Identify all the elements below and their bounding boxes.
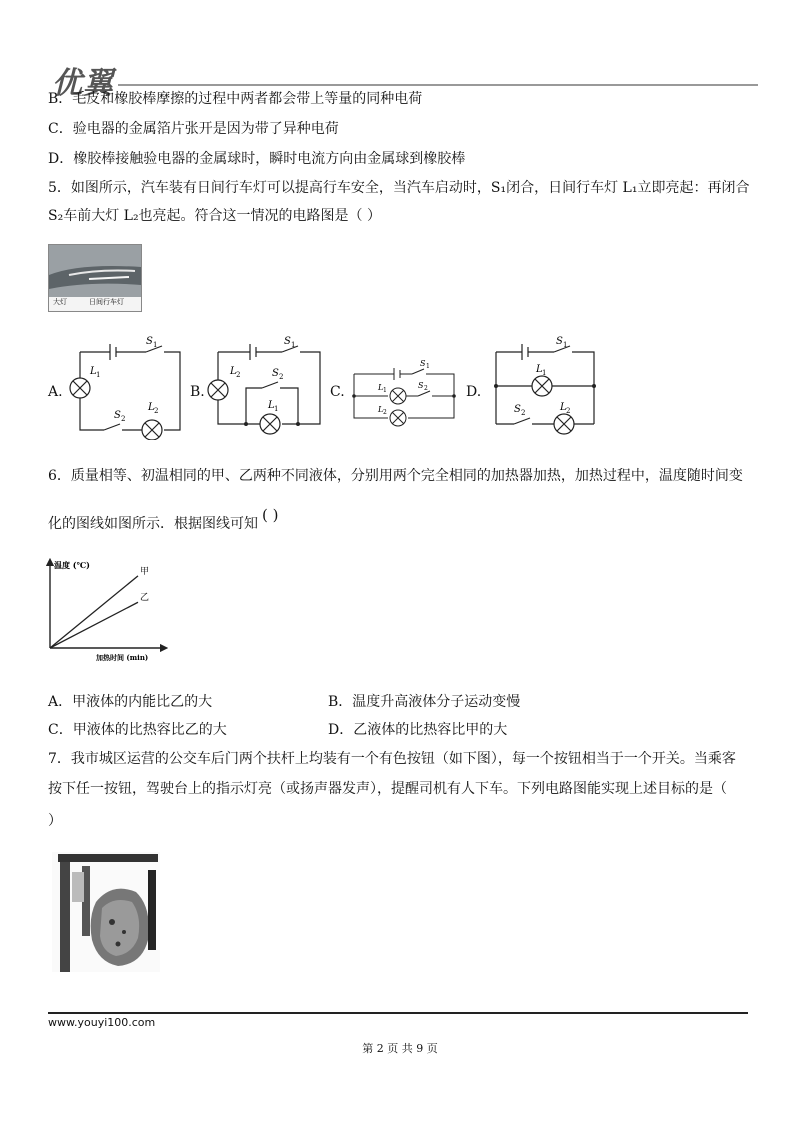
svg-text:1: 1 <box>383 387 387 394</box>
svg-text:1: 1 <box>563 341 568 349</box>
svg-text:S: S <box>284 336 291 347</box>
svg-text:L: L <box>536 364 543 375</box>
q7-stem-line3: ） <box>48 813 62 829</box>
car-lights-photo <box>48 244 142 312</box>
q5-stem-line1: 5．如图所示，汽车装有日间行车灯可以提高行车安全，当汽车启动时，S₁闭合，日间行车灯 L₁立即亮起：再闭合 <box>48 180 750 196</box>
svg-text:L: L <box>560 402 567 413</box>
svg-text:L: L <box>148 402 155 413</box>
q5-option-b-label: B. <box>190 384 205 400</box>
svg-text:2: 2 <box>121 415 126 423</box>
svg-text:L: L <box>90 366 97 377</box>
q6-stem-line2: 化的图线如图所示．根据图线可知 <box>48 516 258 532</box>
temperature-time-chart <box>40 556 170 662</box>
q6-stem-line1: 6．质量相等、初温相同的甲、乙两种不同液体，分别用两个完全相同的加热器加热，加热过程中，温度随时间变 <box>48 468 743 484</box>
svg-text:1: 1 <box>542 369 547 377</box>
series-line-1 <box>50 576 138 648</box>
svg-text:S: S <box>556 336 563 347</box>
q6-option-d: D．乙液体的比热容比甲的大 <box>328 722 508 738</box>
a-s1-sub: 1 <box>153 341 158 349</box>
circuit-b-diagram <box>206 330 326 440</box>
svg-text:2: 2 <box>279 373 284 381</box>
svg-text:2: 2 <box>521 409 526 417</box>
svg-text:L: L <box>230 366 237 377</box>
svg-text:2: 2 <box>383 409 387 416</box>
q7-stem-line2: 按下任一按钮，驾驶台上的指示灯亮（或扬声器发声），提醒司机有人下车。下列电路图能实现上述目标的是（ <box>48 781 727 797</box>
svg-text:1: 1 <box>274 405 279 413</box>
svg-text:S: S <box>418 381 424 390</box>
circuit-c-diagram <box>348 352 460 436</box>
svg-text:1: 1 <box>291 341 296 349</box>
svg-text:L: L <box>268 400 275 411</box>
footer-url: www.youyi100.com <box>48 1016 156 1029</box>
logo: 优翼 <box>52 66 114 101</box>
svg-text:2: 2 <box>154 407 159 415</box>
svg-text:S: S <box>146 336 153 347</box>
svg-text:S: S <box>272 368 279 379</box>
footer-rule <box>48 1012 748 1014</box>
circuit-d-diagram <box>484 330 604 440</box>
header-rule <box>118 84 758 86</box>
svg-text:1: 1 <box>426 363 430 370</box>
svg-text:S: S <box>420 359 426 368</box>
q5-option-a-label: A. <box>48 384 63 400</box>
photo-caption-right: 日间行车灯 <box>89 298 124 306</box>
q5-stem-line2: S₂车前大灯 L₂也亮起。符合这一情况的电路图是（ ） <box>48 208 382 224</box>
svg-text:L: L <box>378 383 384 392</box>
series-line-2 <box>50 602 138 648</box>
q6-option-c: C．甲液体的比热容比乙的大 <box>48 722 227 738</box>
q6-answer-paren: ( ) <box>262 506 279 524</box>
bus-button-photo <box>52 852 160 972</box>
svg-text:2: 2 <box>566 407 571 415</box>
q4-option-b: B．毛皮和橡胶棒摩擦的过程中两者都会带上等量的同种电荷 <box>48 91 423 107</box>
series-label-1: 甲 <box>140 566 150 577</box>
y-axis-label: 温度 (℃) <box>54 560 90 570</box>
svg-text:S: S <box>514 404 521 415</box>
svg-text:2: 2 <box>424 385 428 392</box>
q4-option-d: D．橡胶棒接触验电器的金属球时，瞬时电流方向由金属球到橡胶棒 <box>48 151 466 167</box>
q5-option-d-label: D. <box>466 384 482 400</box>
q6-option-b: B．温度升高液体分子运动变慢 <box>328 694 521 710</box>
photo-caption-left: 大灯 <box>53 298 67 306</box>
q5-option-c-label: C. <box>330 384 345 400</box>
svg-text:L: L <box>378 405 384 414</box>
q4-option-c: C．验电器的金属箔片张开是因为带了异种电荷 <box>48 121 339 137</box>
svg-text:2: 2 <box>236 371 241 379</box>
svg-text:1: 1 <box>96 371 101 379</box>
series-label-2: 乙 <box>140 593 150 604</box>
circuit-a-diagram <box>66 330 186 440</box>
page-number: 第 2 页 共 9 页 <box>362 1042 438 1055</box>
q7-stem-line1: 7．我市城区运营的公交车后门两个扶杆上均装有一个有色按钮（如下图），每一个按钮相当于一个开关。当乘客 <box>48 751 736 767</box>
svg-text:S: S <box>114 410 121 421</box>
q6-option-a: A．甲液体的内能比乙的大 <box>48 694 213 710</box>
x-axis-label: 加热时间 (min) <box>96 653 149 662</box>
